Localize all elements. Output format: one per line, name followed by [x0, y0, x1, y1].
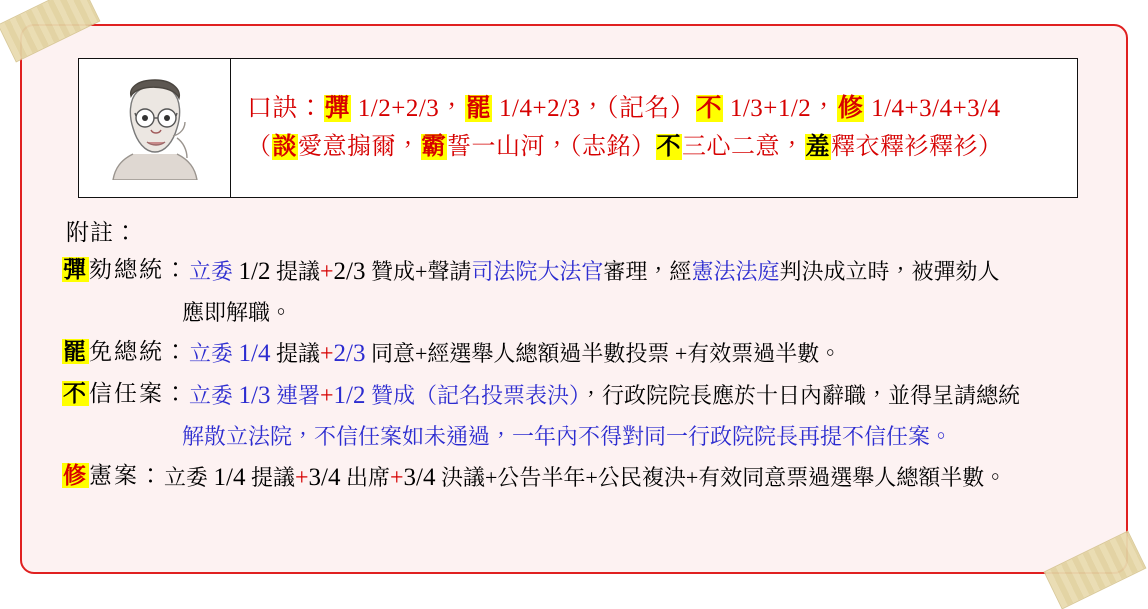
seg-blue: 憲法法庭: [691, 259, 780, 284]
seg-plus: +: [319, 340, 334, 367]
note-continuation-impeachment: 應即解職。: [182, 299, 293, 325]
seg: 出席: [340, 464, 390, 490]
note-body-recall: [189, 335, 841, 373]
mnemonic-key-bu: 不: [696, 95, 723, 123]
mnemonic2-key-xiu: 羞: [805, 133, 830, 160]
head-rest-amendment: 憲案：: [89, 462, 164, 488]
mnemonic2-seg-4: 釋衣釋衫釋衫）: [831, 133, 1003, 160]
seg-plus: +: [390, 464, 404, 491]
key-char-bu: 不: [63, 381, 88, 406]
key-char-ba: 罷: [63, 338, 88, 364]
seg-number: 1/2: [333, 382, 366, 409]
head-rest-impeachment: 劾總統：: [89, 257, 189, 282]
seg: 提議: [270, 340, 320, 366]
paren-open: （: [247, 133, 272, 160]
mnemonic-frac-4: 1/4+3/4+3/4: [864, 95, 1001, 123]
mnemonic-box: [78, 58, 1078, 198]
note-item-impeachment: [62, 253, 1102, 291]
mnemonic2-key-ba: 霸: [421, 133, 446, 160]
mnemonic-key-tan: 彈: [324, 95, 351, 123]
seg-number: 2/3: [333, 339, 366, 367]
seg: 立委: [189, 259, 239, 284]
note-head-recall: [62, 335, 189, 370]
seg: 提議: [245, 464, 295, 490]
avatar-illustration: [107, 76, 203, 180]
note-sheet: [20, 24, 1128, 574]
key-char-xiu: 修: [63, 462, 88, 488]
note-body-impeachment: [189, 253, 999, 291]
note-item-recall: [62, 335, 1102, 373]
head-rest-recall: 免總統：: [89, 338, 189, 364]
seg-number: 1/2: [238, 258, 271, 285]
note-item-amendment: [62, 459, 1102, 497]
mnemonic2-key-tan: 談: [272, 133, 297, 160]
head-rest-no-confidence: 信任案：: [89, 381, 189, 406]
seg: 決議+公告半年+公民複決+有效同意票過選舉人總額半數。: [435, 464, 1007, 490]
note-head-amendment: [62, 459, 164, 494]
note-continuation-no-confidence: 解散立法院，不信任案如未通過，一年內不得對同一行政院院長再提不信任案。: [182, 423, 953, 449]
mnemonic2-seg-3: 三心二意，: [682, 133, 805, 160]
note-body-amendment: [164, 459, 1006, 497]
seg: 同意+經選舉人總額過半數投票 +有效票過半數。: [365, 340, 842, 366]
seg-plus: +: [319, 383, 334, 409]
mnemonic2-seg-2: 誓一山河，（志銘）: [447, 133, 656, 160]
mnemonic-label: 口訣：: [247, 95, 324, 123]
notes-section: [62, 214, 1102, 501]
mnemonic-line-1: [247, 90, 1067, 129]
seg-blue: 贊成（記名投票表決）: [365, 383, 580, 408]
mnemonic-text: [231, 59, 1077, 197]
mnemonic-key-xiu: 修: [837, 95, 864, 123]
seg-plus: +: [294, 464, 309, 491]
seg-blue: 立委: [189, 340, 239, 366]
mnemonic-frac-2: 1/4+2/3，（記名）: [492, 95, 696, 123]
seg-number: 3/4: [308, 463, 341, 491]
seg: 提議: [270, 259, 320, 284]
seg-number: 1/4: [238, 339, 271, 367]
note-head-impeachment: [62, 253, 189, 288]
note-body-no-confidence: [189, 377, 1020, 415]
seg-blue: 司法院大法官: [471, 259, 604, 284]
seg: 審理，經: [603, 259, 692, 284]
note-head-no-confidence: [62, 377, 189, 412]
mnemonic-key-ba: 罷: [465, 95, 492, 123]
seg: 立委: [164, 464, 214, 490]
seg-number: 1/3: [238, 382, 271, 409]
seg-blue: 立委: [189, 383, 239, 408]
mnemonic-frac-3: 1/3+1/2，: [723, 95, 837, 123]
seg-number: 2/3: [333, 258, 366, 285]
note-item-no-confidence: [62, 377, 1102, 415]
seg-plus: +: [319, 259, 334, 285]
mnemonic-frac-1: 1/2+2/3，: [351, 95, 465, 123]
mnemonic2-seg-1: 愛意搧爾，: [298, 133, 421, 160]
mnemonic2-key-bu: 不: [656, 133, 681, 160]
seg-number: 3/4: [403, 463, 436, 491]
seg-blue: 連署: [270, 383, 320, 408]
mnemonic-line-2: [247, 129, 1067, 166]
portrait-cell: [79, 59, 231, 197]
notes-title: 附註：: [66, 220, 138, 245]
seg: 贊成+聲請: [365, 259, 472, 284]
seg: 判決成立時，被彈劾人: [779, 259, 1000, 284]
seg-number: 1/4: [213, 463, 246, 491]
key-char-tan: 彈: [63, 257, 88, 282]
seg: ，行政院院長應於十日內辭職，並得呈請總統: [580, 383, 1021, 408]
